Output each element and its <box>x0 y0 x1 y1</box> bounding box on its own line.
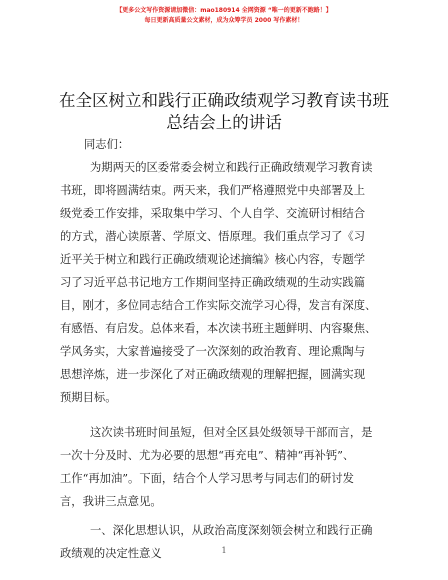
document-body <box>60 133 408 565</box>
text-line: 工作“再加油”。下面，结合个人学习思考与同志们的研讨发 <box>60 472 354 485</box>
text-line: 的方式，潜心读原著、学原文、悟原理。我们重点学习了《习 <box>60 230 366 243</box>
text-line: 这次读书班时间虽短，但对全区县处级领导干部而言，是 <box>90 426 373 439</box>
text-line: 目，刚才，多位同志结合工作实际交流学习心得，发言有深度、 <box>60 299 377 312</box>
salutation <box>84 133 408 156</box>
title-line-2: 总结会上的讲话 <box>166 113 282 132</box>
paragraph-2 <box>60 421 408 513</box>
title-line-1: 在全区树立和践行正确政绩观学习教育读书班 <box>59 91 389 110</box>
document-title <box>40 90 408 134</box>
text-line: 同志们： <box>84 138 130 151</box>
promo-banner-line-1: 【更多公文写作资源请加微信：mao180914 全网资源 “唯一的更新不跑路！】 <box>116 7 332 14</box>
page-number: 1 <box>221 546 227 555</box>
text-line: 言，我讲三点意见。 <box>60 495 162 508</box>
text-line: 为期两天的区委常委会树立和践行正确政绩观学习教育读 <box>90 161 373 174</box>
text-line: 有感悟、有启发。总体来看，本次读书班主题鲜明、内容聚焦、 <box>60 322 377 335</box>
text-line: 一次十分及时、尤为必要的思想“再充电”、精神“再补钙”、 <box>60 449 355 462</box>
text-line: 习了习近平总书记地方工作期间坚持正确政绩观的生动实践篇 <box>60 276 366 289</box>
text-line: 学风务实，大家普遍接受了一次深刻的政治教育、理论熏陶与 <box>60 345 366 358</box>
text-line: 政绩观的决定性意义 <box>60 547 162 560</box>
text-line: 预期目标。 <box>60 391 117 404</box>
paragraph-1 <box>60 156 408 409</box>
text-line: 思想淬炼，进一步深化了对正确政绩观的理解把握，圆满实现 <box>60 368 366 381</box>
text-line: 一、深化思想认识，从政治高度深刻领会树立和践行正确 <box>90 524 373 537</box>
section-heading-1 <box>60 519 408 565</box>
text-line: 近平关于树立和践行正确政绩观论述摘编》核心内容，专题学 <box>60 253 366 266</box>
text-line: 级党委工作安排，采取集中学习、个人自学、交流研讨相结合 <box>60 207 366 220</box>
text-line: 书班，即将圆满结束。两天来，我们严格遵照党中央部署及上 <box>60 184 366 197</box>
promo-banner <box>0 6 448 26</box>
promo-banner-line-2: 每日更新高质量公文素材，成为众筹学员 2000 写作素材！ <box>144 17 304 24</box>
